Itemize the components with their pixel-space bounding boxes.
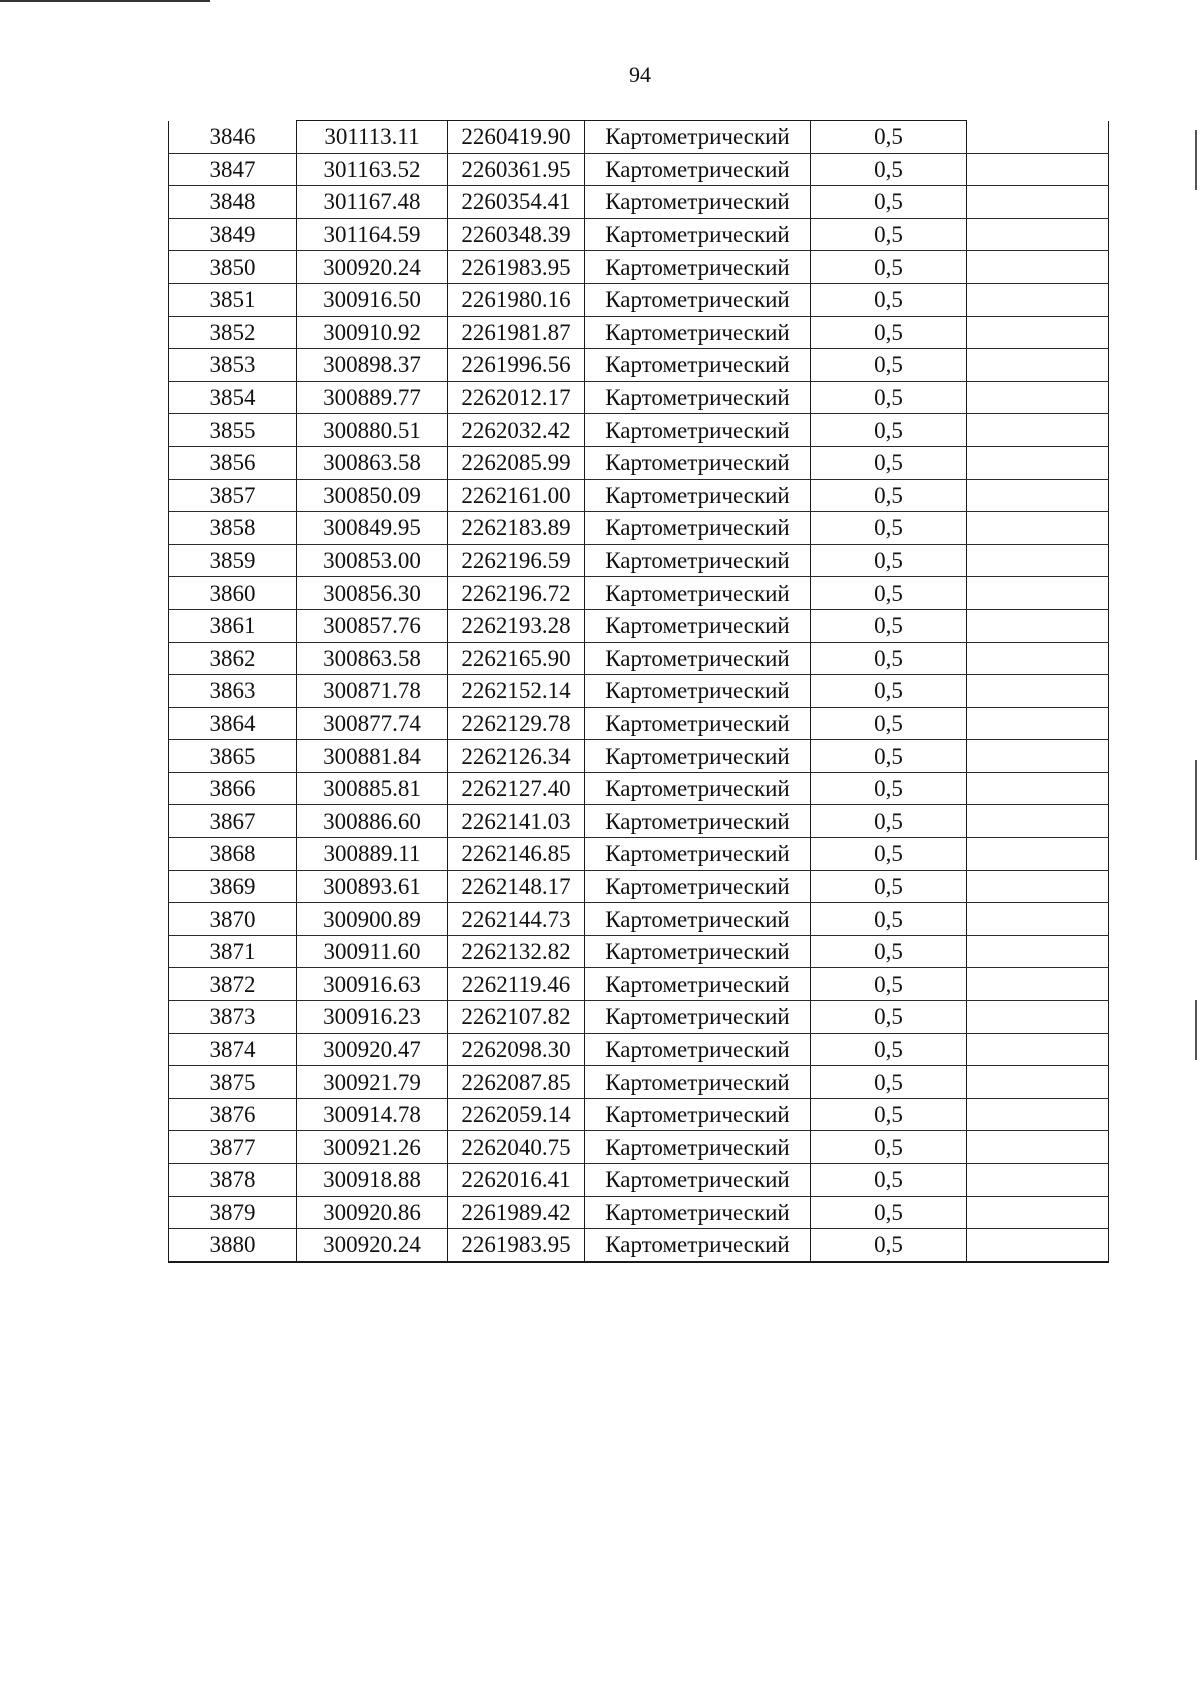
table-row [169, 577, 1109, 610]
y-coordinate-cell: 2262183.89 [448, 512, 585, 545]
accuracy-cell: 0,5 [811, 381, 967, 414]
note-cell [967, 381, 1109, 414]
method-cell: Картометрический [585, 446, 811, 479]
y-coordinate-cell: 2261989.42 [448, 1196, 585, 1229]
y-coordinate-cell: 2262126.34 [448, 740, 585, 773]
point-number-cell: 3880 [169, 1229, 297, 1262]
note-cell [967, 838, 1109, 871]
x-coordinate-cell: 300916.23 [297, 1001, 448, 1034]
point-number-cell: 3871 [169, 935, 297, 968]
point-number-cell: 3876 [169, 1098, 297, 1131]
table-row [169, 642, 1109, 675]
method-cell: Картометрический [585, 577, 811, 610]
accuracy-cell: 0,5 [811, 1033, 967, 1066]
x-coordinate-cell: 300914.78 [297, 1098, 448, 1131]
accuracy-cell: 0,5 [811, 1066, 967, 1099]
point-number-cell: 3865 [169, 740, 297, 773]
table-row [169, 838, 1109, 871]
method-cell: Картометрический [585, 349, 811, 382]
y-coordinate-cell: 2262098.30 [448, 1033, 585, 1066]
scan-edge-line [0, 0, 210, 2]
y-coordinate-cell: 2260361.95 [448, 153, 585, 186]
accuracy-cell: 0,5 [811, 1196, 967, 1229]
point-number-cell: 3855 [169, 414, 297, 447]
y-coordinate-cell: 2262087.85 [448, 1066, 585, 1099]
y-coordinate-cell: 2262148.17 [448, 870, 585, 903]
method-cell: Картометрический [585, 870, 811, 903]
table-row [169, 218, 1109, 251]
note-cell [967, 121, 1109, 154]
table-row [169, 446, 1109, 479]
point-number-cell: 3846 [169, 121, 297, 154]
note-cell [967, 479, 1109, 512]
point-number-cell: 3879 [169, 1196, 297, 1229]
note-cell [967, 446, 1109, 479]
method-cell: Картометрический [585, 675, 811, 708]
accuracy-cell: 0,5 [811, 805, 967, 838]
accuracy-cell: 0,5 [811, 642, 967, 675]
table-row [169, 805, 1109, 838]
point-number-cell: 3874 [169, 1033, 297, 1066]
table-row [169, 479, 1109, 512]
method-cell: Картометрический [585, 1131, 811, 1164]
note-cell [967, 1229, 1109, 1262]
method-cell: Картометрический [585, 414, 811, 447]
method-cell: Картометрический [585, 707, 811, 740]
note-cell [967, 805, 1109, 838]
point-number-cell: 3869 [169, 870, 297, 903]
note-cell [967, 1164, 1109, 1197]
x-coordinate-cell: 300910.92 [297, 316, 448, 349]
point-number-cell: 3866 [169, 772, 297, 805]
y-coordinate-cell: 2261996.56 [448, 349, 585, 382]
x-coordinate-cell: 300856.30 [297, 577, 448, 610]
accuracy-cell: 0,5 [811, 1229, 967, 1262]
method-cell: Картометрический [585, 316, 811, 349]
coordinates-table [168, 120, 1109, 1263]
y-coordinate-cell: 2261980.16 [448, 283, 585, 316]
method-cell: Картометрический [585, 1033, 811, 1066]
x-coordinate-cell: 300886.60 [297, 805, 448, 838]
point-number-cell: 3853 [169, 349, 297, 382]
y-coordinate-cell: 2262161.00 [448, 479, 585, 512]
point-number-cell: 3868 [169, 838, 297, 871]
y-coordinate-cell: 2262119.46 [448, 968, 585, 1001]
x-coordinate-cell: 300916.63 [297, 968, 448, 1001]
table-row [169, 186, 1109, 219]
accuracy-cell: 0,5 [811, 1164, 967, 1197]
scan-edge-mark [1195, 1000, 1197, 1060]
point-number-cell: 3856 [169, 446, 297, 479]
x-coordinate-cell: 300863.58 [297, 642, 448, 675]
method-cell: Картометрический [585, 512, 811, 545]
point-number-cell: 3861 [169, 609, 297, 642]
scan-edge-mark [1195, 130, 1197, 190]
x-coordinate-cell: 300849.95 [297, 512, 448, 545]
table-row [169, 707, 1109, 740]
point-number-cell: 3850 [169, 251, 297, 284]
x-coordinate-cell: 300881.84 [297, 740, 448, 773]
x-coordinate-cell: 300863.58 [297, 446, 448, 479]
accuracy-cell: 0,5 [811, 577, 967, 610]
point-number-cell: 3848 [169, 186, 297, 219]
table-row [169, 1066, 1109, 1099]
table-row [169, 772, 1109, 805]
point-number-cell: 3859 [169, 544, 297, 577]
point-number-cell: 3877 [169, 1131, 297, 1164]
table-row [169, 609, 1109, 642]
note-cell [967, 642, 1109, 675]
method-cell: Картометрический [585, 642, 811, 675]
point-number-cell: 3860 [169, 577, 297, 610]
note-cell [967, 316, 1109, 349]
method-cell: Картометрический [585, 1164, 811, 1197]
method-cell: Картометрический [585, 805, 811, 838]
accuracy-cell: 0,5 [811, 1001, 967, 1034]
y-coordinate-cell: 2260348.39 [448, 218, 585, 251]
x-coordinate-cell: 300921.79 [297, 1066, 448, 1099]
y-coordinate-cell: 2262132.82 [448, 935, 585, 968]
method-cell: Картометрический [585, 1229, 811, 1262]
method-cell: Картометрический [585, 121, 811, 154]
x-coordinate-cell: 300877.74 [297, 707, 448, 740]
y-coordinate-cell: 2262165.90 [448, 642, 585, 675]
y-coordinate-cell: 2262146.85 [448, 838, 585, 871]
x-coordinate-cell: 300900.89 [297, 903, 448, 936]
accuracy-cell: 0,5 [811, 218, 967, 251]
table-body [169, 121, 1109, 1262]
method-cell: Картометрический [585, 838, 811, 871]
table-row [169, 1196, 1109, 1229]
point-number-cell: 3864 [169, 707, 297, 740]
x-coordinate-cell: 300889.11 [297, 838, 448, 871]
note-cell [967, 935, 1109, 968]
point-number-cell: 3849 [169, 218, 297, 251]
x-coordinate-cell: 301167.48 [297, 186, 448, 219]
note-cell [967, 1131, 1109, 1164]
accuracy-cell: 0,5 [811, 675, 967, 708]
y-coordinate-cell: 2261981.87 [448, 316, 585, 349]
x-coordinate-cell: 300920.86 [297, 1196, 448, 1229]
accuracy-cell: 0,5 [811, 121, 967, 154]
x-coordinate-cell: 301164.59 [297, 218, 448, 251]
point-number-cell: 3872 [169, 968, 297, 1001]
x-coordinate-cell: 300893.61 [297, 870, 448, 903]
method-cell: Картометрический [585, 381, 811, 414]
accuracy-cell: 0,5 [811, 349, 967, 382]
note-cell [967, 609, 1109, 642]
y-coordinate-cell: 2262196.72 [448, 577, 585, 610]
point-number-cell: 3873 [169, 1001, 297, 1034]
accuracy-cell: 0,5 [811, 935, 967, 968]
accuracy-cell: 0,5 [811, 707, 967, 740]
note-cell [967, 186, 1109, 219]
accuracy-cell: 0,5 [811, 903, 967, 936]
table-row [169, 675, 1109, 708]
note-cell [967, 1033, 1109, 1066]
point-number-cell: 3852 [169, 316, 297, 349]
table-row [169, 512, 1109, 545]
method-cell: Картометрический [585, 903, 811, 936]
note-cell [967, 707, 1109, 740]
y-coordinate-cell: 2262059.14 [448, 1098, 585, 1131]
accuracy-cell: 0,5 [811, 968, 967, 1001]
x-coordinate-cell: 300898.37 [297, 349, 448, 382]
point-number-cell: 3870 [169, 903, 297, 936]
method-cell: Картометрический [585, 251, 811, 284]
table-row [169, 544, 1109, 577]
x-coordinate-cell: 300857.76 [297, 609, 448, 642]
y-coordinate-cell: 2262127.40 [448, 772, 585, 805]
accuracy-cell: 0,5 [811, 544, 967, 577]
note-cell [967, 903, 1109, 936]
y-coordinate-cell: 2262152.14 [448, 675, 585, 708]
x-coordinate-cell: 300911.60 [297, 935, 448, 968]
table-row [169, 1229, 1109, 1262]
accuracy-cell: 0,5 [811, 772, 967, 805]
y-coordinate-cell: 2260419.90 [448, 121, 585, 154]
method-cell: Картометрический [585, 283, 811, 316]
y-coordinate-cell: 2262040.75 [448, 1131, 585, 1164]
accuracy-cell: 0,5 [811, 414, 967, 447]
x-coordinate-cell: 300920.24 [297, 1229, 448, 1262]
table-row [169, 740, 1109, 773]
point-number-cell: 3867 [169, 805, 297, 838]
table-row [169, 349, 1109, 382]
method-cell: Картометрический [585, 544, 811, 577]
page-number: 94 [629, 62, 651, 87]
method-cell: Картометрический [585, 772, 811, 805]
accuracy-cell: 0,5 [811, 251, 967, 284]
y-coordinate-cell: 2262085.99 [448, 446, 585, 479]
note-cell [967, 251, 1109, 284]
accuracy-cell: 0,5 [811, 1131, 967, 1164]
x-coordinate-cell: 300853.00 [297, 544, 448, 577]
table-row [169, 1033, 1109, 1066]
note-cell [967, 968, 1109, 1001]
note-cell [967, 1066, 1109, 1099]
x-coordinate-cell: 300889.77 [297, 381, 448, 414]
method-cell: Картометрический [585, 1098, 811, 1131]
table-row [169, 870, 1109, 903]
table-row [169, 283, 1109, 316]
table-row [169, 935, 1109, 968]
point-number-cell: 3857 [169, 479, 297, 512]
point-number-cell: 3878 [169, 1164, 297, 1197]
accuracy-cell: 0,5 [811, 283, 967, 316]
accuracy-cell: 0,5 [811, 446, 967, 479]
method-cell: Картометрический [585, 1066, 811, 1099]
y-coordinate-cell: 2262129.78 [448, 707, 585, 740]
point-number-cell: 3847 [169, 153, 297, 186]
note-cell [967, 1001, 1109, 1034]
accuracy-cell: 0,5 [811, 838, 967, 871]
y-coordinate-cell: 2261983.95 [448, 1229, 585, 1262]
accuracy-cell: 0,5 [811, 740, 967, 773]
point-number-cell: 3875 [169, 1066, 297, 1099]
accuracy-cell: 0,5 [811, 186, 967, 219]
note-cell [967, 283, 1109, 316]
x-coordinate-cell: 300850.09 [297, 479, 448, 512]
table-row [169, 153, 1109, 186]
x-coordinate-cell: 301163.52 [297, 153, 448, 186]
y-coordinate-cell: 2260354.41 [448, 186, 585, 219]
y-coordinate-cell: 2262193.28 [448, 609, 585, 642]
method-cell: Картометрический [585, 186, 811, 219]
note-cell [967, 544, 1109, 577]
method-cell: Картометрический [585, 218, 811, 251]
note-cell [967, 870, 1109, 903]
note-cell [967, 414, 1109, 447]
table-row [169, 414, 1109, 447]
method-cell: Картометрический [585, 740, 811, 773]
accuracy-cell: 0,5 [811, 512, 967, 545]
y-coordinate-cell: 2261983.95 [448, 251, 585, 284]
table-row [169, 1098, 1109, 1131]
x-coordinate-cell: 300920.47 [297, 1033, 448, 1066]
point-number-cell: 3854 [169, 381, 297, 414]
note-cell [967, 153, 1109, 186]
note-cell [967, 675, 1109, 708]
table-row [169, 251, 1109, 284]
x-coordinate-cell: 300920.24 [297, 251, 448, 284]
note-cell [967, 1196, 1109, 1229]
accuracy-cell: 0,5 [811, 870, 967, 903]
method-cell: Картометрический [585, 1001, 811, 1034]
y-coordinate-cell: 2262196.59 [448, 544, 585, 577]
table-row [169, 968, 1109, 1001]
x-coordinate-cell: 301113.11 [297, 121, 448, 154]
method-cell: Картометрический [585, 153, 811, 186]
note-cell [967, 772, 1109, 805]
table-row [169, 316, 1109, 349]
y-coordinate-cell: 2262016.41 [448, 1164, 585, 1197]
point-number-cell: 3863 [169, 675, 297, 708]
method-cell: Картометрический [585, 479, 811, 512]
x-coordinate-cell: 300885.81 [297, 772, 448, 805]
accuracy-cell: 0,5 [811, 479, 967, 512]
y-coordinate-cell: 2262012.17 [448, 381, 585, 414]
y-coordinate-cell: 2262144.73 [448, 903, 585, 936]
y-coordinate-cell: 2262107.82 [448, 1001, 585, 1034]
table-row [169, 1164, 1109, 1197]
y-coordinate-cell: 2262032.42 [448, 414, 585, 447]
point-number-cell: 3862 [169, 642, 297, 675]
table-row [169, 1001, 1109, 1034]
table-row [169, 1131, 1109, 1164]
scan-edge-mark [1195, 760, 1197, 860]
note-cell [967, 1098, 1109, 1131]
method-cell: Картометрический [585, 968, 811, 1001]
note-cell [967, 349, 1109, 382]
y-coordinate-cell: 2262141.03 [448, 805, 585, 838]
method-cell: Картометрический [585, 935, 811, 968]
note-cell [967, 218, 1109, 251]
table-row [169, 381, 1109, 414]
point-number-cell: 3858 [169, 512, 297, 545]
method-cell: Картометрический [585, 1196, 811, 1229]
x-coordinate-cell: 300918.88 [297, 1164, 448, 1197]
accuracy-cell: 0,5 [811, 1098, 967, 1131]
table-row [169, 903, 1109, 936]
accuracy-cell: 0,5 [811, 153, 967, 186]
x-coordinate-cell: 300880.51 [297, 414, 448, 447]
accuracy-cell: 0,5 [811, 609, 967, 642]
table-row [169, 121, 1109, 154]
note-cell [967, 577, 1109, 610]
method-cell: Картометрический [585, 609, 811, 642]
accuracy-cell: 0,5 [811, 316, 967, 349]
point-number-cell: 3851 [169, 283, 297, 316]
x-coordinate-cell: 300916.50 [297, 283, 448, 316]
x-coordinate-cell: 300871.78 [297, 675, 448, 708]
note-cell [967, 512, 1109, 545]
note-cell [967, 740, 1109, 773]
x-coordinate-cell: 300921.26 [297, 1131, 448, 1164]
